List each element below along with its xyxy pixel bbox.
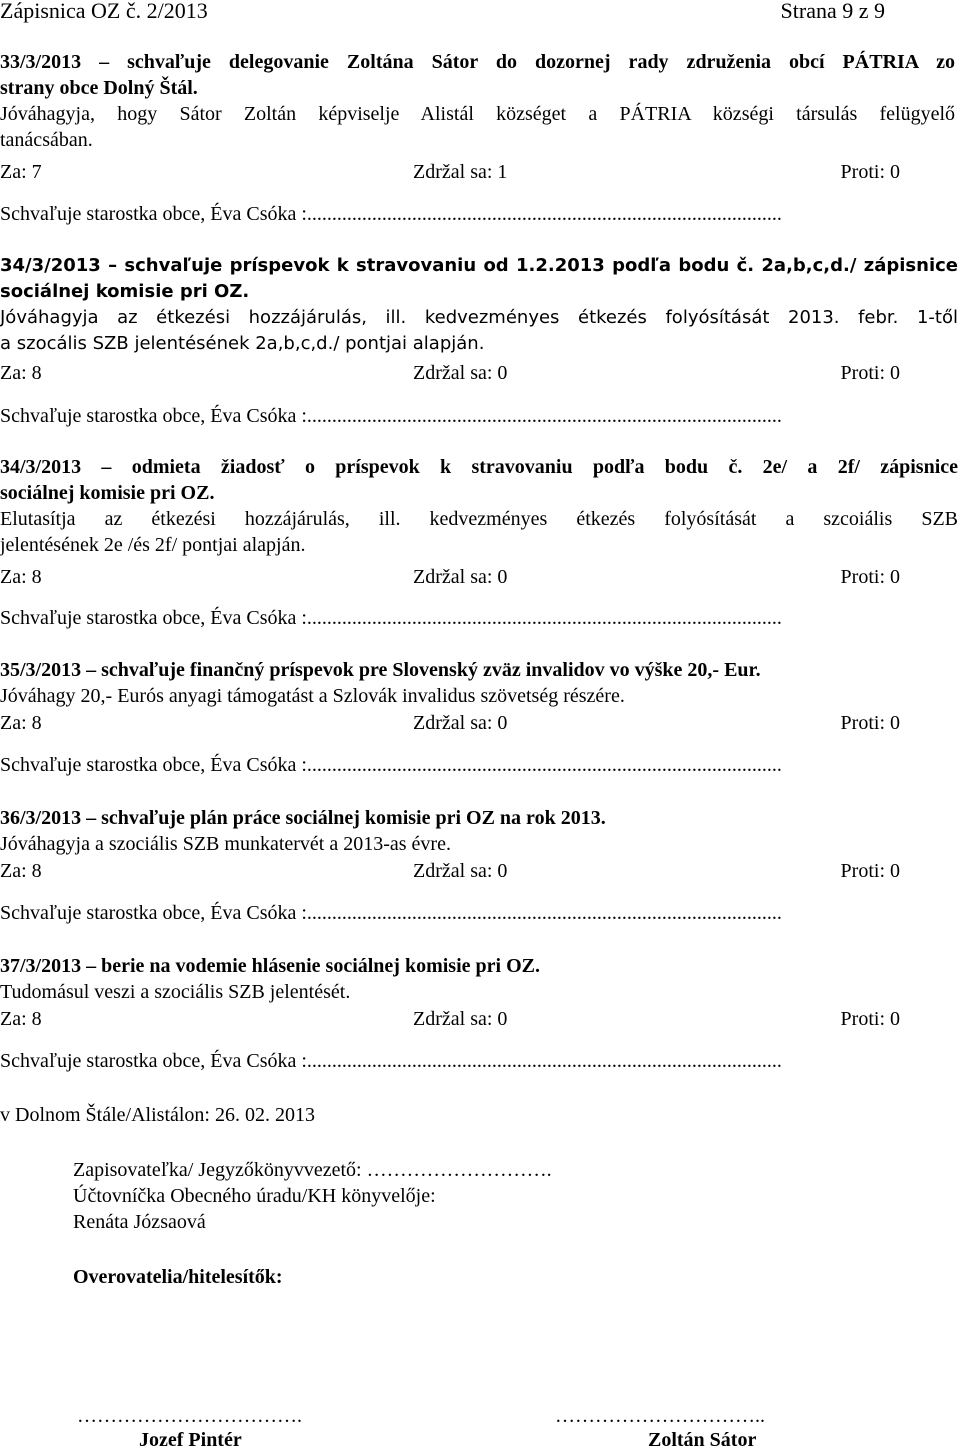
vote-for: Za: 8 — [0, 860, 42, 882]
resolution-text: Jóváhagyja, hogy Sátor Zoltán képviselje Alistál községet a PÁTRIA községi társulás felügyelő — [0, 103, 955, 125]
approval-line: Schvaľuje starostka obce, Éva Csóka :............................................................................................... — [0, 902, 782, 924]
vote-for: Za: 8 — [0, 362, 42, 384]
vote-against: Proti: 0 — [840, 712, 900, 734]
resolution-text: Jóváhagyja a szociális SZB munkatervét a 2013-as évre. — [0, 833, 451, 855]
recorder-line: Zapisovateľka/ Jegyzőkönyvvezető: ………………………. — [73, 1159, 552, 1181]
approval-line: Schvaľuje starostka obce, Éva Csóka :............................................................................................... — [0, 1050, 782, 1072]
vote-line — [0, 1006, 900, 1032]
resolution-text: tanácsában. — [0, 129, 93, 151]
resolution-block — [0, 454, 960, 558]
signature-line: ………………………….. — [555, 1405, 765, 1427]
resolution-title: sociálnej komisie pri OZ. — [0, 281, 250, 302]
approval-line: Schvaľuje starostka obce, Éva Csóka :............................................................................................... — [0, 405, 782, 427]
resolution-text: Elutasítja az étkezési hozzájárulás, ill. kedvezményes étkezés folyósítását a szcoiális SZB — [0, 508, 958, 530]
resolution-block — [0, 657, 960, 709]
vote-abstain: Zdržal sa: 0 — [413, 1008, 508, 1030]
resolution-title: 34/3/2013 – schvaľuje príspevok k stravovaniu od 1.2.2013 podľa bodu č. 2a,b,c,d./ zápisnice — [0, 255, 958, 276]
vote-against: Proti: 0 — [840, 1008, 900, 1030]
document-title: Zápisnica OZ č. 2/2013 — [0, 0, 208, 23]
resolution-text: Jóváhagyja az étkezési hozzájárulás, ill. kedvezményes étkezés folyósítását 2013. febr. 1-től — [0, 307, 958, 328]
resolution-text: jelentésének 2e /és 2f/ pontjai alapján. — [0, 534, 306, 556]
vote-for: Za: 8 — [0, 566, 42, 588]
signature-line: ……………………………. — [77, 1405, 302, 1427]
resolution-text: a szocális SZB jelentésének 2a,b,c,d./ pontjai alapján. — [0, 333, 485, 354]
approval-line: Schvaľuje starostka obce, Éva Csóka :............................................................................................... — [0, 754, 782, 776]
resolution-title: 33/3/2013 – schvaľuje delegovanie Zoltána Sátor do dozornej rady združenia obcí PÁTRIA zo — [0, 51, 955, 73]
vote-line — [0, 564, 900, 590]
signer-name: Jozef Pintér — [139, 1429, 242, 1451]
vote-line — [0, 858, 900, 884]
resolution-text: Jóváhagy 20,- Eurós anyagi támogatást a Szlovák invalidus szövetség részére. — [0, 685, 625, 707]
resolution-block — [0, 953, 960, 1005]
resolution-block — [0, 49, 960, 153]
accountant-name: Renáta Józsaová — [73, 1211, 206, 1233]
accountant-line: Účtovníčka Obecného úradu/KH könyvelője: — [73, 1185, 436, 1207]
resolution-title: 34/3/2013 – odmieta žiadosť o príspevok k stravovaniu podľa bodu č. 2e/ a 2f/ zápisnice — [0, 456, 958, 478]
place-and-date: v Dolnom Štále/Alistálon: 26. 02. 2013 — [0, 1104, 315, 1126]
vote-for: Za: 8 — [0, 1008, 42, 1030]
vote-against: Proti: 0 — [840, 566, 900, 588]
approval-line: Schvaľuje starostka obce, Éva Csóka :............................................................................................... — [0, 607, 782, 629]
vote-abstain: Zdržal sa: 0 — [413, 362, 508, 384]
vote-abstain: Zdržal sa: 0 — [413, 712, 508, 734]
resolution-block — [0, 805, 960, 857]
vote-abstain: Zdržal sa: 0 — [413, 860, 508, 882]
vote-abstain: Zdržal sa: 1 — [413, 161, 508, 183]
vote-against: Proti: 0 — [840, 161, 900, 183]
vote-line — [0, 710, 900, 736]
vote-line — [0, 159, 900, 185]
resolution-title: strany obce Dolný Štál. — [0, 77, 198, 99]
resolution-text: Tudomásul veszi a szociális SZB jelentését. — [0, 981, 351, 1003]
resolution-title: 35/3/2013 – schvaľuje finančný príspevok pre Slovenský zväz invalidov vo výške 20,- Eur. — [0, 659, 761, 681]
vote-against: Proti: 0 — [840, 860, 900, 882]
page-number: Strana 9 z 9 — [780, 0, 885, 23]
signer-name: Zoltán Sátor — [648, 1429, 757, 1451]
approval-line: Schvaľuje starostka obce, Éva Csóka :............................................................................................... — [0, 203, 782, 225]
resolution-title: 37/3/2013 – berie na vodemie hlásenie sociálnej komisie pri OZ. — [0, 955, 540, 977]
vote-line — [0, 360, 900, 386]
vote-for: Za: 8 — [0, 712, 42, 734]
resolution-block — [0, 253, 960, 357]
vote-against: Proti: 0 — [840, 362, 900, 384]
verifiers-label: Overovatelia/hitelesítők: — [73, 1266, 283, 1288]
resolution-title: 36/3/2013 – schvaľuje plán práce sociálnej komisie pri OZ na rok 2013. — [0, 807, 606, 829]
vote-abstain: Zdržal sa: 0 — [413, 566, 508, 588]
vote-for: Za: 7 — [0, 161, 42, 183]
resolution-title: sociálnej komisie pri OZ. — [0, 482, 215, 504]
